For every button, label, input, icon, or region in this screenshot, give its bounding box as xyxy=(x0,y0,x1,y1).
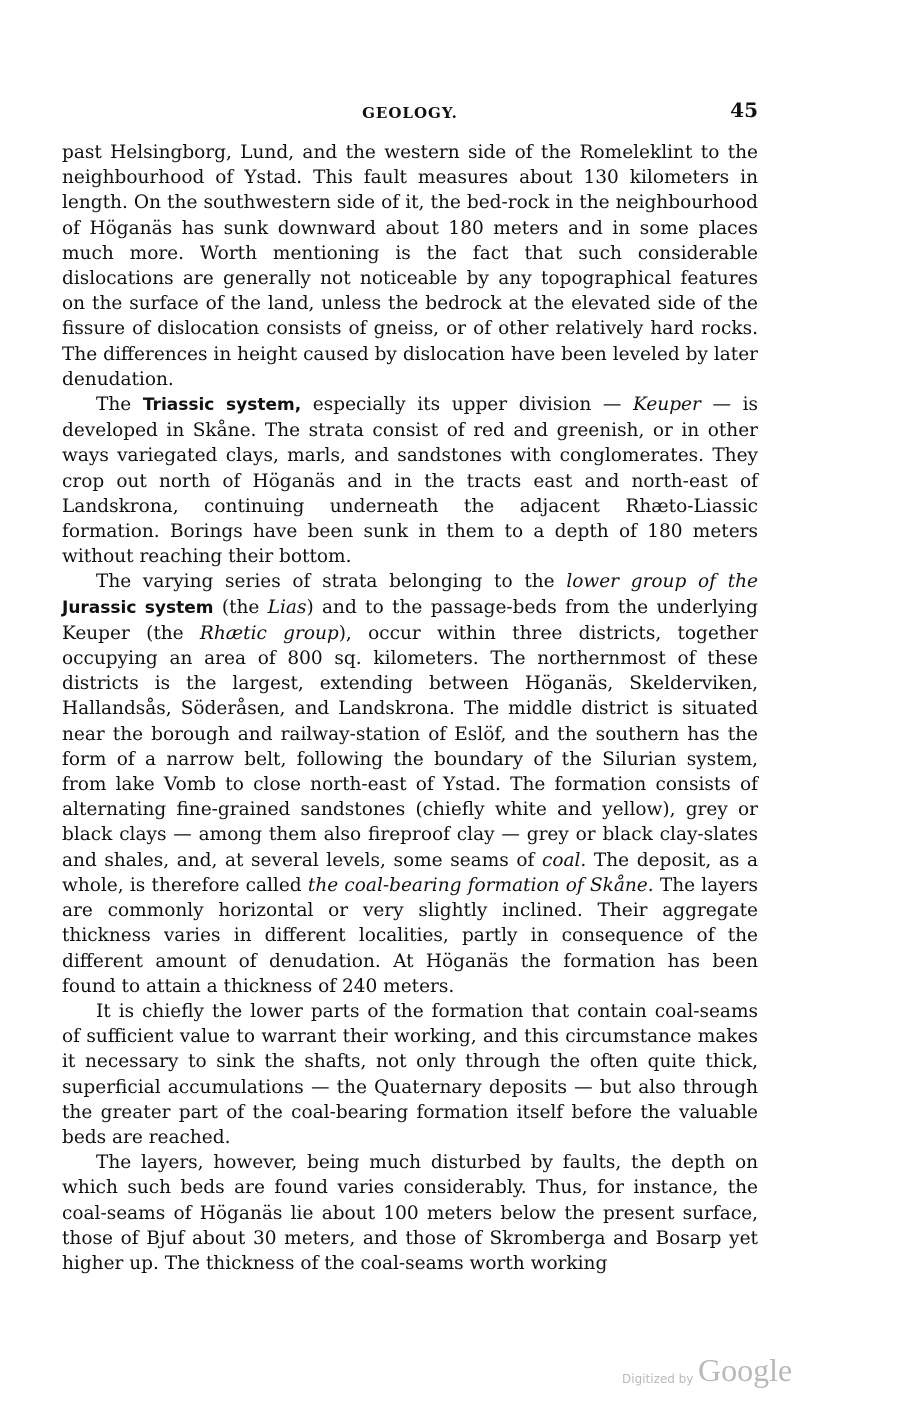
jurassic-system-heading: Jurassic system xyxy=(62,597,214,618)
triassic-system-heading: Triassic system, xyxy=(142,395,302,416)
text-run: — is developed in Skåne. The strata consist of red and greenish, or in other ways variegated clays, marls, and sandstones with conglomerates. They crop out north of Höganäs and in the tracts east and north-east of Landskrona, continuing underneath the adjacent Rhæto-Liassic formation. Borings have been sunk in them to a depth of 180 meters without reaching their bottom. xyxy=(62,394,758,568)
text-run: The deposit, as a whole, is therefore called xyxy=(62,849,758,896)
paragraph-4: It is chiefly the lower parts of the formation that contain coal-seams of sufficient value to warrant their working, and this circumstance makes it necessary to sink the shafts, not only through the often quite thick, superficial accumulations — the Quaternary deposits — but also through the greater part of the coal-bearing formation itself before the valuable beds are reached. xyxy=(62,1000,758,1148)
rhaetic-term: Rhætic group xyxy=(199,622,339,644)
lias-term: Lias xyxy=(267,596,307,618)
google-logo: Google xyxy=(698,1352,793,1388)
digitized-watermark xyxy=(622,1352,822,1392)
text-run: The layers are commonly horizontal or very slightly inclined. Their aggregate thickness varies in different localities, partly in consequence of the different amount of denudation. At Höganäs the formation has been found to attain a thickness of 240 meters. xyxy=(62,874,758,997)
text-run: ), occur within three districts, together occupying an area of 800 sq. kilometers. The northernmost of these districts is the largest, extending between Höganäs, Skelderviken, Hallandsås, Söderåsen, and Landskrona. The middle district is situated near the borough and railway-station of Eslöf, and the southern has the form of a narrow belt, following the boundary of the Silurian system, from lake Vomb to close north-east of Ystad. The formation consists of alternating fine-grained sandstones (chiefly white and yellow), grey or black clays — among them also fireproof clay — grey or black clay-slates and shales, and, at several levels, some seams of xyxy=(62,622,758,871)
paragraph-1: past Helsingborg, Lund, and the western side of the Romeleklint to the neighbourhood of Ystad. This fault measures about 130 kilometers in length. On the southwestern side of it, the bed-rock in the neighbourhood of Höganäs has sunk downward about 180 meters and in some places much more. Worth mentioning is the fact that such considerable dislocations are generally not noticeable by any topographical features on the surface of the land, unless the bedrock at the elevated side of the fissure of dislocation consists of gneiss, or of other relatively hard rocks. The differences in height caused by dislocation have been leveled by later denudation. xyxy=(62,142,758,390)
paragraph-3 xyxy=(62,569,758,998)
running-head: GEOLOGY. xyxy=(362,104,458,122)
digitized-label: Digitized by xyxy=(622,1372,694,1386)
text-run: ) and to the passage-beds from the underlying Keuper (the xyxy=(62,596,758,644)
coal-bearing-term: the coal-bearing formation of Skåne. xyxy=(307,874,654,896)
paragraph-5: The layers, however, being much disturbed by faults, the depth on which such beds are found varies considerably. Thus, for instance, the coal-seams of Höganäs lie about 100 meters below the present surface, those of Bjuf about 30 meters, and those of Skromberga and Bosarp yet higher up. The thickness of the coal-seams worth working xyxy=(62,1152,758,1274)
text-run: especially its upper division — xyxy=(301,394,634,416)
coal-term: coal. xyxy=(541,849,587,871)
keuper-term: Keuper xyxy=(633,394,701,416)
page-header xyxy=(62,98,758,128)
text-run: (the xyxy=(213,596,268,618)
paragraph-2 xyxy=(62,392,758,569)
page-body xyxy=(62,140,758,1276)
lower-group-term: lower group of the xyxy=(566,571,759,593)
text-run: The xyxy=(96,394,143,416)
text-run: The varying series of strata belonging to the xyxy=(96,571,567,593)
page-number: 45 xyxy=(730,98,758,122)
